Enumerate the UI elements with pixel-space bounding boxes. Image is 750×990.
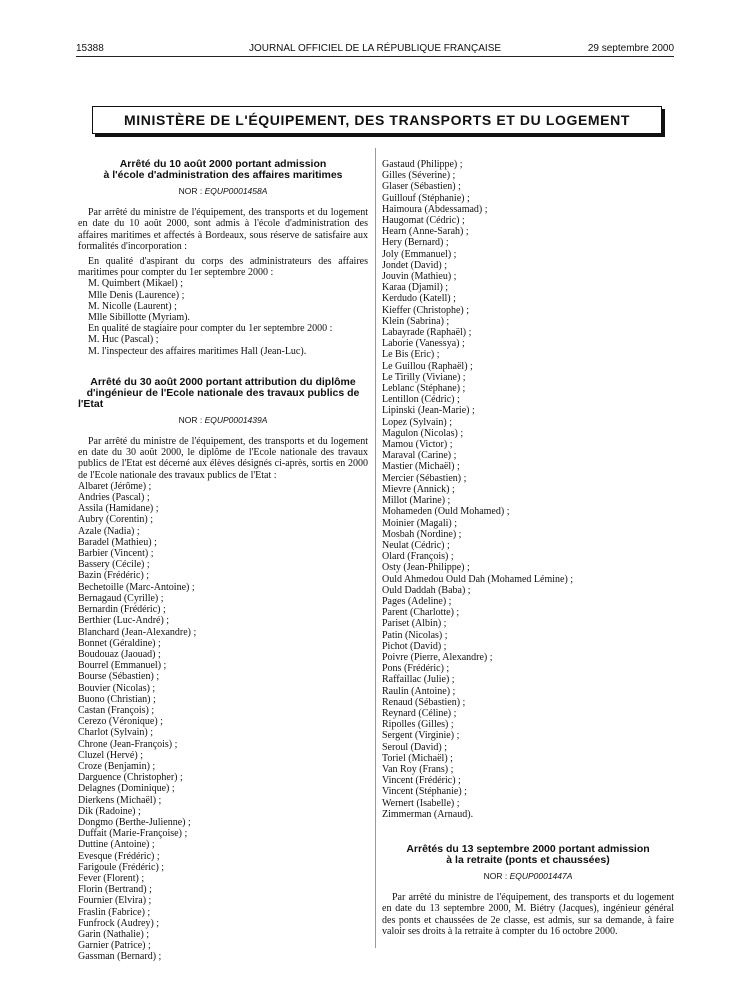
list-item: Le Guillou (Raphaël) ; bbox=[382, 360, 473, 372]
list-item: Haimoura (Abdessamad) ; bbox=[382, 203, 488, 215]
list-item: Florin (Bertrand) ; bbox=[78, 884, 152, 896]
journal-title: JOURNAL OFFICIEL DE LA RÉPUBLIQUE FRANÇAISE bbox=[248, 43, 502, 54]
list-item: Hearn (Anne-Sarah) ; bbox=[382, 226, 469, 238]
list-item: Fraslin (Fabrice) ; bbox=[78, 906, 151, 918]
list-item: Jouvin (Mathieu) ; bbox=[382, 271, 457, 283]
article-3 bbox=[382, 844, 674, 937]
list-item: Funfrock (Audrey) ; bbox=[78, 917, 160, 929]
nor-code: EQUP0001439A bbox=[204, 414, 268, 425]
list-item: Barbier (Vincent) ; bbox=[78, 548, 154, 560]
list-item: Le Bis (Eric) ; bbox=[382, 349, 440, 361]
list-item: Laborie (Vanessya) ; bbox=[382, 338, 465, 350]
list-item: Ould Ahmedou Ould Dah (Mohamed Lémine) ; bbox=[382, 573, 574, 585]
article-1-title-line2: à l'école d'administration des affaires maritimes bbox=[103, 169, 343, 181]
article-2-title-line3: l'Etat bbox=[78, 397, 104, 410]
list-item: Mosbah (Nordine) ; bbox=[382, 528, 462, 540]
list-item: Bonnet (Géraldine) ; bbox=[78, 637, 161, 649]
list-item: M. Huc (Pascal) ; bbox=[88, 334, 159, 346]
list-item: Farigoule (Frédéric) ; bbox=[78, 861, 165, 873]
article-2-names-right bbox=[382, 159, 674, 820]
article-1-title-line1: Arrêté du 10 août 2000 portant admission bbox=[119, 158, 327, 170]
list-item: Renaud (Sébastien) ; bbox=[382, 696, 466, 708]
article-3-intro: Par arrêté du ministre de l'équipement, des transports et du logement en date du 13 septembre 2000, M. Biétry (Jacques), ingénieur général des ponts et chaussées de 2e classe, est admis, sur sa demande, à faire valoir ses droits à la retraite à compter du 16 octobre 2000. bbox=[382, 892, 674, 937]
list-item: Klein (Sabrina) ; bbox=[382, 315, 450, 327]
list-item: Raulin (Antoine) ; bbox=[382, 685, 456, 697]
list-item: Bourrel (Emmanuel) ; bbox=[78, 660, 167, 672]
list-item: Labayrade (Raphaël) ; bbox=[382, 327, 472, 339]
list-item: Charlot (Sylvain) ; bbox=[78, 727, 153, 739]
list-item: Lentillon (Cédric) ; bbox=[382, 394, 460, 406]
list-item: Darguence (Christopher) ; bbox=[78, 772, 183, 784]
list-item: Raffaillac (Julie) ; bbox=[382, 674, 455, 686]
list-item: Kieffer (Christophe) ; bbox=[382, 304, 470, 316]
article-1-names-2 bbox=[78, 334, 368, 356]
list-item: Pons (Frédéric) ; bbox=[382, 663, 450, 675]
list-item: Reynard (Céline) ; bbox=[382, 707, 457, 719]
list-item: Mercier (Sébastien) ; bbox=[382, 472, 467, 484]
list-item: Millot (Marine) ; bbox=[382, 495, 451, 507]
article-1 bbox=[78, 159, 368, 357]
list-item: Boudouaz (Jaouad) ; bbox=[78, 648, 161, 660]
list-item: Jondet (David) ; bbox=[382, 259, 447, 271]
list-item: Magulon (Nicolas) ; bbox=[382, 427, 464, 439]
list-item: M. Quimbert (Mikael) ; bbox=[88, 278, 183, 290]
article-1-nor bbox=[78, 186, 368, 197]
list-item: Garin (Nathalie) ; bbox=[78, 928, 150, 940]
list-item: Sergent (Virginie) ; bbox=[382, 730, 460, 742]
list-item: Mlle Denis (Laurence) ; bbox=[88, 289, 185, 301]
list-item: Assila (Hamidane) ; bbox=[78, 503, 159, 515]
list-item: Duttine (Antoine) ; bbox=[78, 839, 155, 851]
right-column bbox=[382, 159, 674, 937]
list-item: Albaret (Jérôme) ; bbox=[78, 480, 152, 492]
list-item: Pichot (David) ; bbox=[382, 640, 447, 652]
list-item: Bernagaud (Cyrille) ; bbox=[78, 592, 164, 604]
list-item: Evesque (Frédéric) ; bbox=[78, 850, 160, 862]
article-3-nor bbox=[382, 871, 674, 882]
list-item: Mastier (Michaël) ; bbox=[382, 461, 460, 473]
article-1-group1: En qualité d'aspirant du corps des administrateurs des affaires maritimes pour compter du 1er septembre 2000 : bbox=[78, 256, 368, 279]
page-number: 15388 bbox=[76, 43, 104, 54]
list-item: Glaser (Sébastien) ; bbox=[382, 181, 461, 193]
list-item: Gastaud (Philippe) ; bbox=[382, 159, 463, 170]
list-item: Poivre (Pierre, Alexandre) ; bbox=[382, 651, 493, 663]
list-item: Castan (François) ; bbox=[78, 704, 155, 716]
list-item: Cerezo (Véronique) ; bbox=[78, 716, 163, 728]
list-item: Mlle Sibillotte (Myriam). bbox=[88, 312, 190, 324]
list-item: Fever (Florent) ; bbox=[78, 872, 145, 884]
list-item: Osty (Jean-Philippe) ; bbox=[382, 562, 470, 574]
list-item: Mievre (Annick) ; bbox=[382, 483, 455, 495]
list-item: Pariset (Albin) ; bbox=[382, 618, 447, 630]
list-item: Delagnes (Dominique) ; bbox=[78, 783, 175, 795]
list-item: Ould Daddah (Baba) ; bbox=[382, 584, 471, 596]
list-item: Andries (Pascal) ; bbox=[78, 492, 150, 504]
nor-label: NOR : bbox=[178, 186, 203, 196]
list-item: Croze (Benjamin) ; bbox=[78, 760, 156, 772]
list-item: Blanchard (Jean-Alexandre) ; bbox=[78, 626, 197, 638]
list-item: Duffait (Marie-Françoise) ; bbox=[78, 828, 188, 840]
list-item: Mamou (Victor) ; bbox=[382, 439, 453, 451]
list-item: Lopez (Sylvain) ; bbox=[382, 416, 452, 428]
list-item: Chrone (Jean-François) ; bbox=[78, 738, 178, 750]
list-item: Joly (Emmanuel) ; bbox=[382, 248, 457, 260]
list-item: Maraval (Carine) ; bbox=[382, 450, 457, 462]
left-column bbox=[78, 159, 368, 963]
article-2 bbox=[78, 377, 368, 963]
list-item: Moinier (Magali) ; bbox=[382, 517, 457, 529]
list-item: Seroul (David) ; bbox=[382, 741, 447, 753]
list-item: Gilles (Séverine) ; bbox=[382, 170, 456, 182]
list-item: Cluzel (Hervé) ; bbox=[78, 749, 143, 761]
list-item: Pages (Adeline) ; bbox=[382, 595, 452, 607]
list-item: Olard (François) ; bbox=[382, 551, 454, 563]
list-item: Gassman (Bernard) ; bbox=[78, 951, 162, 963]
article-2-title-line1: Arrêté du 30 août 2000 portant attribution du diplôme bbox=[90, 375, 356, 388]
list-item: Garnier (Patrice) ; bbox=[78, 940, 151, 952]
page-header bbox=[76, 43, 674, 57]
list-item: Vincent (Stéphanie) ; bbox=[382, 786, 467, 798]
list-item: Kerdudo (Katell) ; bbox=[382, 293, 456, 305]
list-item: Le Tirilly (Viviane) ; bbox=[382, 371, 466, 383]
list-item: Dik (Radoine) ; bbox=[78, 805, 141, 817]
article-1-intro: Par arrêté du ministre de l'équipement, des transports et du logement en date du 10 août 2000, sont admis à l'école d'administration des affaires maritimes et affectés à Bordeaux, sous réserve de satisfaire aux formalités d'incorporation : bbox=[78, 207, 368, 252]
list-item: Leblanc (Stéphane) ; bbox=[382, 383, 466, 395]
list-item: Buono (Christian) ; bbox=[78, 693, 156, 705]
list-item: Mohameden (Ould Mohamed) ; bbox=[382, 506, 510, 518]
list-item: Berthier (Luc-André) ; bbox=[78, 615, 170, 627]
article-2-intro: Par arrêté du ministre de l'équipement, des transports et du logement en date du 30 août 2000, le diplôme de l'Ecole nationale des travaux publics de l'Etat est décerné aux élèves désignés ci-après, sortis en 2000 de l'Ecole nationale des travaux publics de l'Etat : bbox=[78, 436, 368, 481]
list-item: Wernert (Isabelle) ; bbox=[382, 797, 460, 809]
article-2-names-left bbox=[78, 481, 368, 963]
list-item: Zimmerman (Arnaud). bbox=[382, 808, 474, 820]
list-item: Parent (Charlotte) ; bbox=[382, 607, 460, 619]
list-item: Haugomat (Cédric) ; bbox=[382, 215, 465, 227]
list-item: Bernardin (Frédéric) ; bbox=[78, 604, 166, 616]
list-item: Hery (Bernard) ; bbox=[382, 237, 449, 249]
list-item: Ripolles (Gilles) ; bbox=[382, 719, 454, 731]
article-1-group2: En qualité de stagiaire pour compter du 1er septembre 2000 : bbox=[88, 323, 333, 335]
article-1-names-1 bbox=[78, 278, 368, 323]
header-rule bbox=[76, 56, 674, 57]
list-item: Bouvier (Nicolas) ; bbox=[78, 682, 156, 694]
list-item: Bourse (Sébastien) ; bbox=[78, 671, 160, 683]
article-2-nor bbox=[78, 415, 368, 426]
list-item: Dongmo (Berthe-Julienne) ; bbox=[78, 816, 191, 828]
list-item: Karaa (Djamil) ; bbox=[382, 282, 449, 294]
list-item: M. l'inspecteur des affaires maritimes Hall (Jean-Luc). bbox=[88, 345, 307, 357]
list-item: Bechetoille (Marc-Antoine) ; bbox=[78, 581, 195, 593]
nor-label: NOR : bbox=[178, 414, 203, 425]
list-item: M. Nicolle (Laurent) ; bbox=[88, 300, 177, 312]
list-item: Bazin (Frédéric) ; bbox=[78, 570, 150, 582]
list-item: Patin (Nicolas) ; bbox=[382, 629, 448, 641]
nor-code: EQUP0001458A bbox=[204, 186, 268, 196]
list-item: Bassery (Cécile) ; bbox=[78, 559, 150, 571]
list-item: Baradel (Mathieu) ; bbox=[78, 536, 157, 548]
nor-label: NOR : bbox=[483, 870, 508, 881]
list-item: Vincent (Frédéric) ; bbox=[382, 775, 461, 787]
nor-code: EQUP0001447A bbox=[509, 870, 573, 881]
article-3-title-line1: Arrêtés du 13 septembre 2000 portant admission bbox=[406, 842, 650, 855]
list-item: Van Roy (Frans) ; bbox=[382, 763, 454, 775]
list-item: Dierkens (Michaël) ; bbox=[78, 794, 162, 806]
ministry-banner: MINISTÈRE DE L'ÉQUIPEMENT, DES TRANSPORTS ET DU LOGEMENT bbox=[92, 106, 662, 134]
article-3-title-line2: à la retraite (ponts et chaussées) bbox=[446, 853, 610, 866]
list-item: Azale (Nadia) ; bbox=[78, 525, 140, 537]
list-item: Fournier (Elvira) ; bbox=[78, 895, 152, 907]
column-divider bbox=[375, 148, 376, 948]
list-item: Lipinski (Jean-Marie) ; bbox=[382, 405, 475, 417]
list-item: Neulat (Cédric) ; bbox=[382, 539, 450, 551]
list-item: Toriel (Michaël) ; bbox=[382, 752, 453, 764]
list-item: Guillouf (Stéphanie) ; bbox=[382, 192, 470, 204]
issue-date: 29 septembre 2000 bbox=[587, 43, 674, 54]
list-item: Aubry (Corentin) ; bbox=[78, 514, 153, 526]
article-2-title-line2: d'ingénieur de l'Ecole nationale des travaux publics de bbox=[86, 386, 360, 399]
